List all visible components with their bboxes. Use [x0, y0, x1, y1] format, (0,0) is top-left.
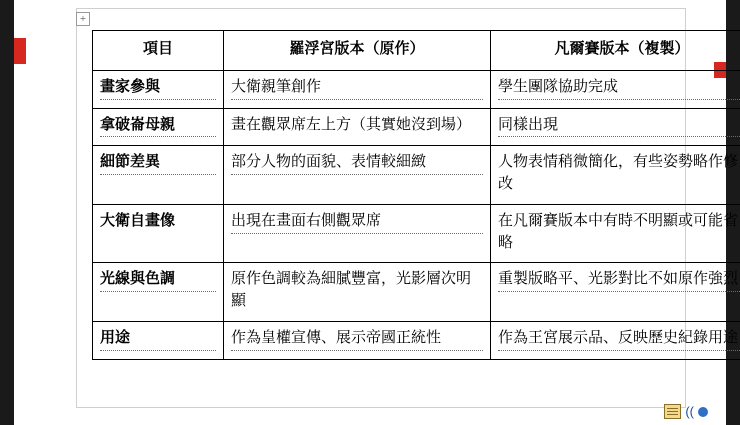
paren-icon: ((: [685, 404, 694, 419]
row-versailles-text: 在凡爾賽版本中有時不明顯或可能省略: [498, 212, 739, 251]
row-item-label: 拿破崙母親: [100, 115, 216, 138]
blue-dot-icon[interactable]: [698, 407, 708, 417]
row-versailles-cell: [491, 321, 740, 359]
left-red-marker: [14, 38, 26, 64]
row-item-cell: [93, 70, 224, 108]
row-louvre-text: 出現在畫面右側觀眾席: [231, 211, 483, 234]
row-versailles-text: 重製版略平、光影對比不如原作強烈: [498, 269, 740, 292]
row-versailles-cell: [491, 146, 740, 205]
row-louvre-text: 原作色調較為細膩豐富，光影層次明顯: [231, 271, 472, 309]
row-louvre-cell: [224, 146, 491, 205]
row-versailles-cell: [491, 204, 740, 263]
header-label-item: 項目: [142, 41, 173, 57]
row-louvre-cell: [224, 204, 491, 263]
header-label-versailles: 凡爾賽版本（複製）: [554, 41, 690, 57]
page-left-edge: [0, 0, 14, 425]
document-page: [14, 0, 739, 425]
row-versailles-text: 作為王宮展示品、反映歷史紀錄用途: [498, 328, 740, 351]
row-item-label: 大衛自畫像: [100, 212, 176, 229]
row-louvre-text: 作為皇權宣傳、展示帝國正統性: [231, 328, 483, 351]
row-louvre-text: 畫在觀眾席左上方（其實她沒到場）: [231, 116, 472, 133]
row-item-cell: [93, 146, 224, 205]
table-header-cell-louvre: [224, 31, 491, 71]
table-row: [93, 108, 740, 146]
table-move-handle[interactable]: +: [76, 12, 90, 26]
table-row: [93, 321, 740, 359]
row-versailles-cell: [491, 70, 740, 108]
row-versailles-cell: [491, 263, 740, 322]
comparison-table: [92, 30, 740, 360]
row-item-label: 畫家參與: [100, 77, 216, 100]
row-louvre-cell: [224, 321, 491, 359]
status-icon-group: [664, 404, 708, 419]
table-row: [93, 146, 740, 205]
row-versailles-text: 學生團隊協助完成: [498, 77, 740, 100]
table-row: [93, 263, 740, 322]
note-icon[interactable]: [664, 404, 681, 419]
row-item-cell: [93, 263, 224, 322]
row-versailles-text: 人物表情稍微簡化，有些姿勢略作修改: [498, 154, 739, 192]
row-louvre-cell: [224, 70, 491, 108]
row-louvre-cell: [224, 263, 491, 322]
row-item-cell: [93, 108, 224, 146]
table-header-cell-versailles: [491, 31, 740, 71]
table-header-cell-item: [93, 31, 224, 71]
row-louvre-text: 大衛親筆創作: [231, 77, 483, 100]
table-header-row: [93, 31, 740, 71]
row-louvre-cell: [224, 108, 491, 146]
row-item-cell: [93, 204, 224, 263]
row-item-label: 用途: [100, 328, 216, 351]
row-item-label: 光線與色調: [100, 269, 216, 292]
row-louvre-text: 部分人物的面貌、表情較細緻: [231, 152, 483, 175]
row-item-label: 細節差異: [100, 152, 216, 175]
row-versailles-cell: [491, 108, 740, 146]
row-versailles-text: 同樣出現: [498, 115, 740, 138]
header-label-louvre: 羅浮宮版本（原作）: [289, 41, 425, 57]
table-row: [93, 204, 740, 263]
row-item-cell: [93, 321, 224, 359]
table-row: [93, 70, 740, 108]
